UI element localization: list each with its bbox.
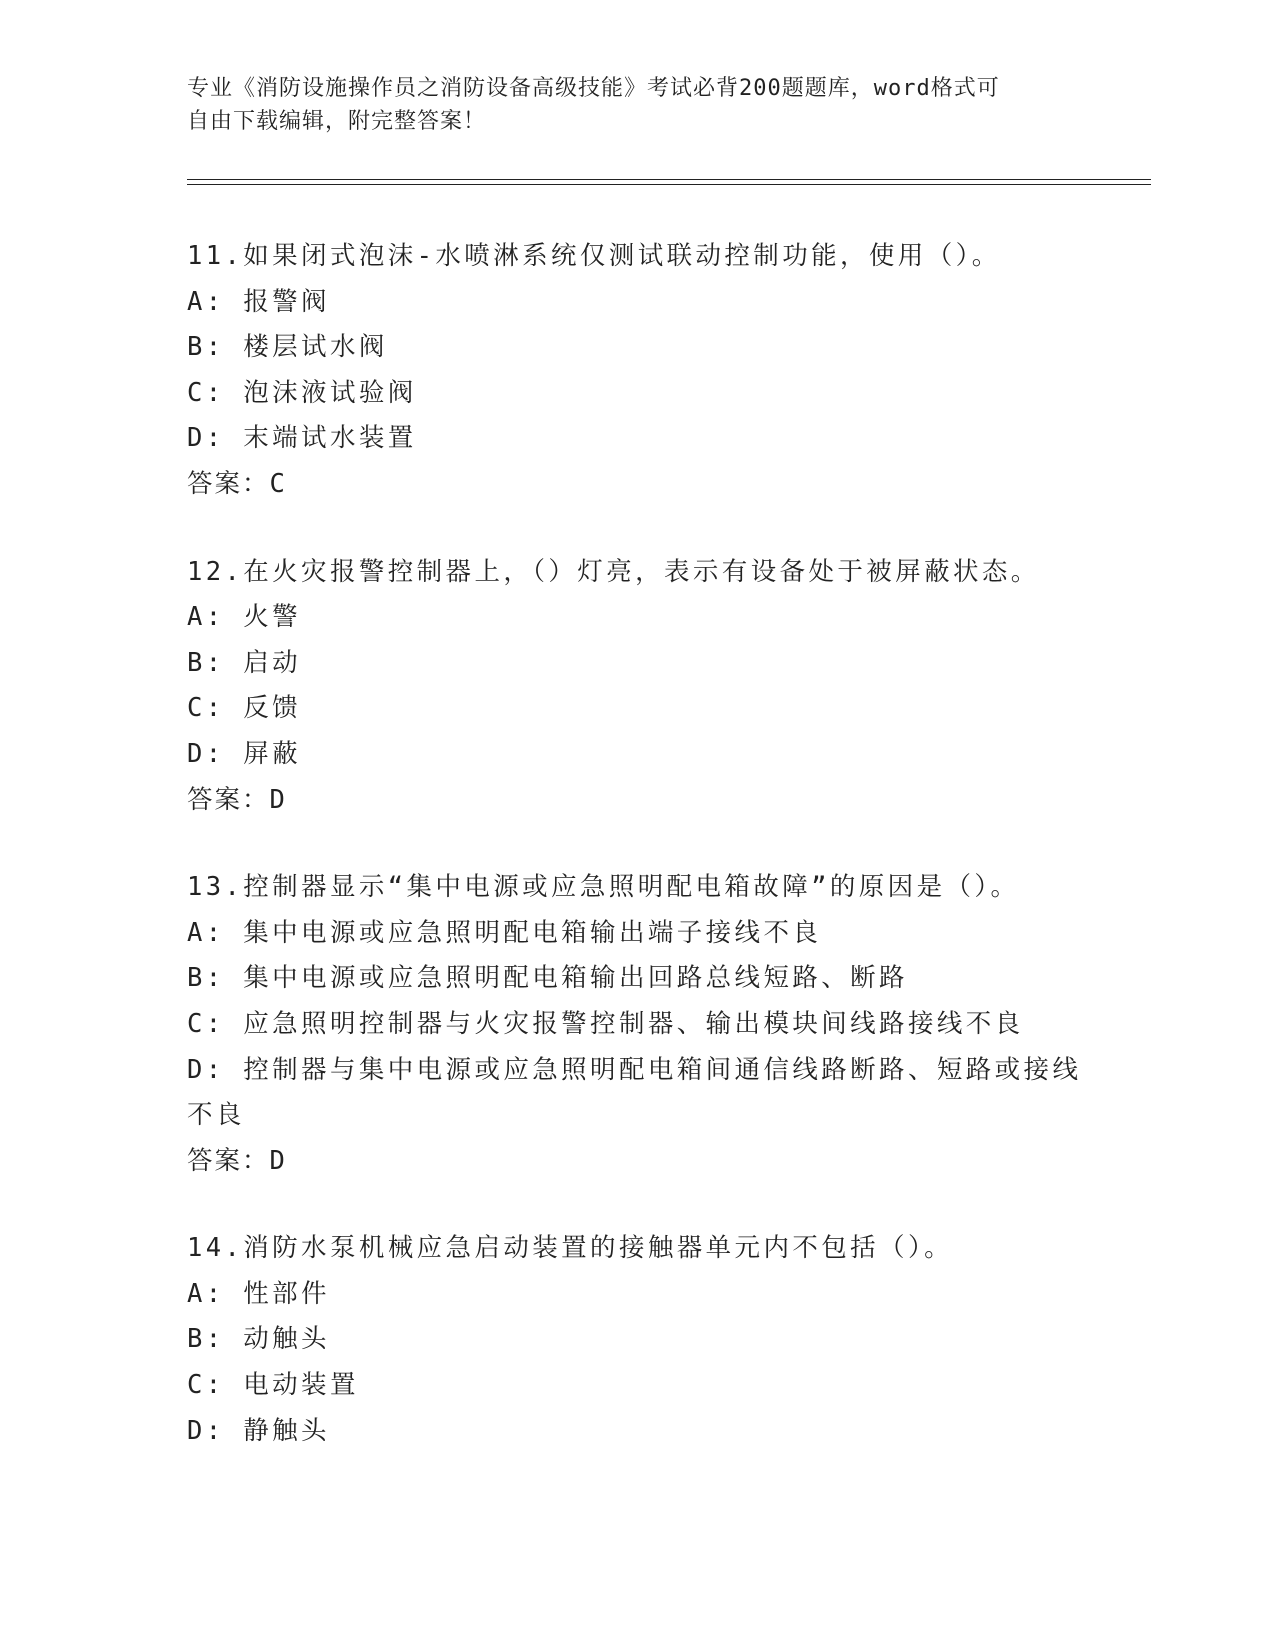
- question-title: 11.如果闭式泡沫-水喷淋系统仅测试联动控制功能，使用（）。: [187, 241, 1001, 271]
- option-b: B: 启动: [187, 647, 302, 678]
- option-c: C: 反馈: [187, 693, 302, 724]
- header-divider-top: [187, 179, 1151, 180]
- answer-line: [187, 778, 1087, 824]
- question-title: 13.控制器显示“集中电源或应急照明配电箱故障”的原因是（）。: [187, 872, 1020, 903]
- option-a: A: 集中电源或应急照明配电箱输出端子接线不良: [187, 917, 822, 948]
- question-12: [187, 550, 1087, 824]
- question-title: 14.消防水泵机械应急启动装置的接触器单元内不包括（）。: [187, 1233, 954, 1264]
- header-line-2: 自由下载编辑，附完整答案！: [187, 109, 487, 134]
- answer-label: 答案：: [187, 1145, 270, 1176]
- header-divider-bottom: [187, 184, 1151, 185]
- question-13: [187, 865, 1087, 1184]
- answer-line: [187, 462, 1087, 508]
- option-c: C: 电动装置: [187, 1370, 359, 1401]
- answer-value: D: [269, 1145, 287, 1176]
- answer-line: [187, 1139, 1087, 1185]
- option-b: B: 楼层试水阀: [187, 332, 388, 363]
- answer-value: C: [269, 468, 287, 499]
- question-14: [187, 1226, 1087, 1454]
- option-d: D: 末端试水装置: [187, 423, 417, 454]
- answer-value: D: [269, 784, 287, 815]
- answer-label: 答案：: [187, 468, 270, 499]
- option-b: B: 集中电源或应急照明配电箱输出回路总线短路、断路: [187, 963, 908, 994]
- question-title: 12.在火灾报警控制器上，（）灯亮，表示有设备处于被屏蔽状态。: [187, 556, 1040, 587]
- option-a: A: 报警阀: [187, 286, 330, 317]
- question-11: [187, 234, 1087, 508]
- answer-label: 答案：: [187, 784, 270, 815]
- option-c: C: 应急照明控制器与火灾报警控制器、输出模块间线路接线不良: [187, 1008, 1024, 1039]
- option-d: D: 控制器与集中电源或应急照明配电箱间通信线路断路、短路或接线: [187, 1054, 1082, 1085]
- option-d: D: 静触头: [187, 1415, 330, 1446]
- option-b: B: 动触头: [187, 1324, 330, 1355]
- option-a: A: 火警: [187, 602, 302, 633]
- option-c: C: 泡沫液试验阀: [187, 377, 417, 408]
- header-line-1: 专业《消防设施操作员之消防设备高级技能》考试必背200题题库，word格式可: [187, 76, 1000, 101]
- option-d-continuation: 不良: [187, 1100, 245, 1131]
- document-header: [187, 72, 1067, 138]
- question-list: [187, 234, 1087, 1496]
- option-a: A: 性部件: [187, 1278, 330, 1309]
- option-d: D: 屏蔽: [187, 738, 302, 769]
